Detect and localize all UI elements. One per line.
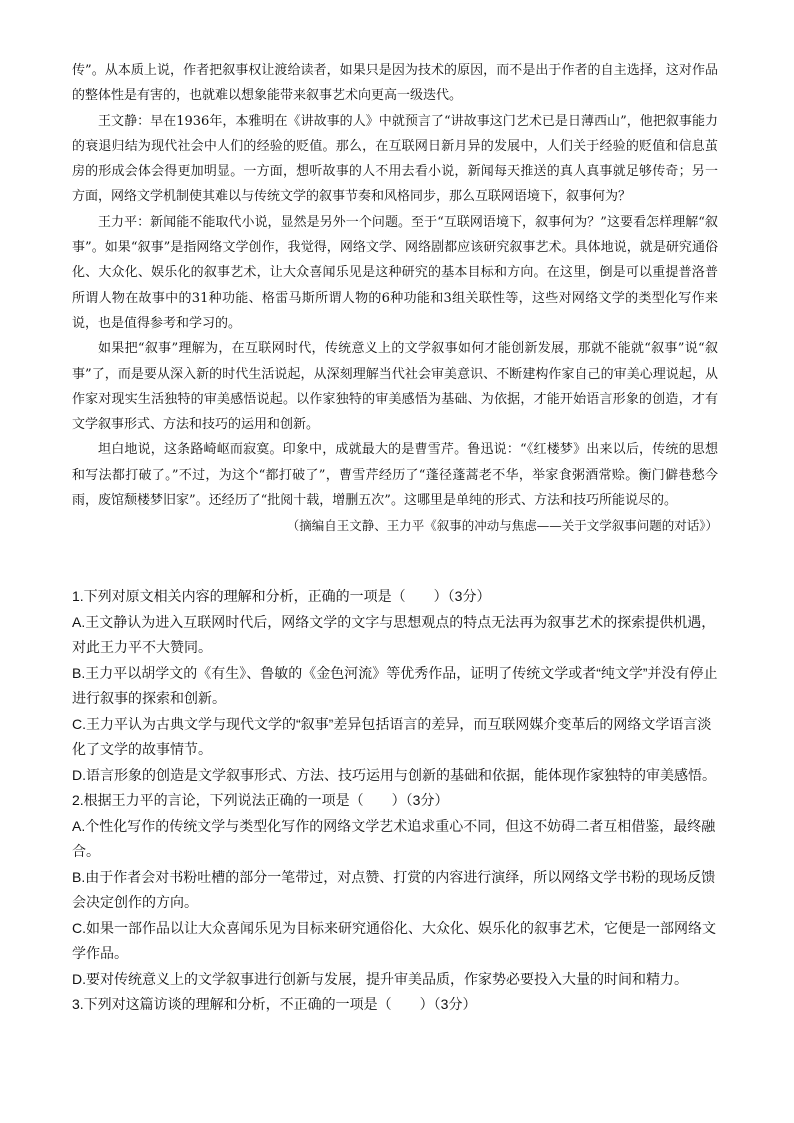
question-3-stem: 3.下列对这篇访谈的理解和分析，不正确的一项是（ ）（3分） xyxy=(72,996,477,1012)
question-2-option-c: C.如果一部作品以让大众喜闻乐见为目标来研究通俗化、大众化、娱乐化的叙事艺术，它便是一部网络文学作品。 xyxy=(72,919,716,961)
question-2-option-a: A.个性化写作的传统文学与类型化写作的网络文学艺术追求重心不同，但这不妨碍二者互相借鉴，最终融合。 xyxy=(72,817,716,859)
passage-source: （摘编自王文静、王力平《叙事的冲动与焦虑——关于文学叙事问题的对话》） xyxy=(286,518,718,534)
question-1-option-c: C.王力平认为古典文学与现代文学的“叙事”差异包括语言的差异，而互联网媒介变革后的网络文学语言淡化了文学的故事情节。 xyxy=(72,715,712,757)
question-1-stem: 1.下列对原文相关内容的理解和分析，正确的一项是（ ）（3分） xyxy=(72,588,491,604)
passage-paragraph: 传”。从本质上说，作者把叙事权让渡给读者，如果只是因为技术的原因，而不是出于作者的自主选择，这对作品的整体性是有害的，也就难以想象能带来叙事艺术向更高一级迭代。 xyxy=(72,63,718,104)
question-2-stem: 2.根据王力平的言论，下列说法正确的一项是（ ）（3分） xyxy=(72,792,449,808)
question-2-option-b: B.由于作者会对书粉吐槽的部分一笔带过，对点赞、打赏的内容进行演绎，所以网络文学书粉的现场反馈会决定创作的方向。 xyxy=(72,868,716,910)
question-2-option-d: D.要对传统意义上的文学叙事进行创新与发展，提升审美品质，作家势必要投入大量的时间和精力。 xyxy=(72,970,688,987)
question-1-option-d: D.语言形象的创造是文学叙事形式、方法、技巧运用与创新的基础和依据，能体现作家独特的审美感悟。 xyxy=(72,766,716,783)
question-1-option-a: A.王文静认为进入互联网时代后，网络文学的文字与思想观点的特点无法再为叙事艺术的探索提供机遇，对此王力平不大赞同。 xyxy=(72,613,716,655)
passage-paragraph: 坦白地说，这条路崎岖而寂寞。印象中，成就最大的是曹雪芹。鲁迅说：“《红楼梦》出来以后，传统的思想和写法都打破了。”不过，为这个“都打破了”，曹雪芹经历了“蓬径蓬蒿老不华，举家食粥酒常赊。衡门僻巷愁今雨，废馆颓楼梦旧家”。还经历了“批阅十载，增删五次”。这哪里是单纯的形式、方法和技巧所能说尽的。 xyxy=(72,442,718,509)
reading-passage xyxy=(72,58,718,539)
passage-paragraph: 王文静：早在1936年，本雅明在《讲故事的人》中就预言了“讲故事这门艺术已是日薄西山”，他把叙事能力的衰退归结为现代社会中人们的经验的贬值。那么，在互联网日新月异的发展中，人们关于经验的贬值和信息茧房的形成会体会得更加明显。一方面，想听故事的人不用去看小说，新闻每天推送的真人真事就足够传奇；另一方面，网络文学机制使其难以与传统文学的叙事节奏和风格同步，那么互联网语境下，叙事何为？ xyxy=(72,113,718,205)
passage-paragraph: 王力平：新闻能不能取代小说，显然是另外一个问题。至于“互联网语境下，叙事何为？”这要看怎样理解“叙事”。如果“叙事”是指网络文学创作，我觉得，网络文学、网络剧都应该研究叙事艺术。具体地说，就是研究通俗化、大众化、娱乐化的叙事艺术，让大众喜闻乐见是这种研究的基本目标和方向。在这里，倒是可以重提普洛普所谓人物在故事中的31种功能、格雷马斯所谓人物的6种功能和3组关联性等，这些对网络文学的类型化写作来说，也是值得参考和学习的。 xyxy=(72,214,718,331)
question-section xyxy=(72,584,722,1018)
question-1-option-b: B.王力平以胡学文的《有生》、鲁敏的《金色河流》等优秀作品，证明了传统文学或者“纯文学”并没有停止进行叙事的探索和创新。 xyxy=(72,664,718,706)
passage-paragraph: 如果把“叙事”理解为，在互联网时代，传统意义上的文学叙事如何才能创新发展，那就不能就“叙事”说“叙事”了，而是要从深入新的时代生活说起，从深刻理解当代社会审美意识、不断建构作家自己的审美心理说起，从作家对现实生活独特的审美感悟说起。以作家独特的审美感悟为基础、为依据，才能开始语言形象的创造，才有文学叙事形式、方法和技巧的运用和创新。 xyxy=(72,341,718,433)
